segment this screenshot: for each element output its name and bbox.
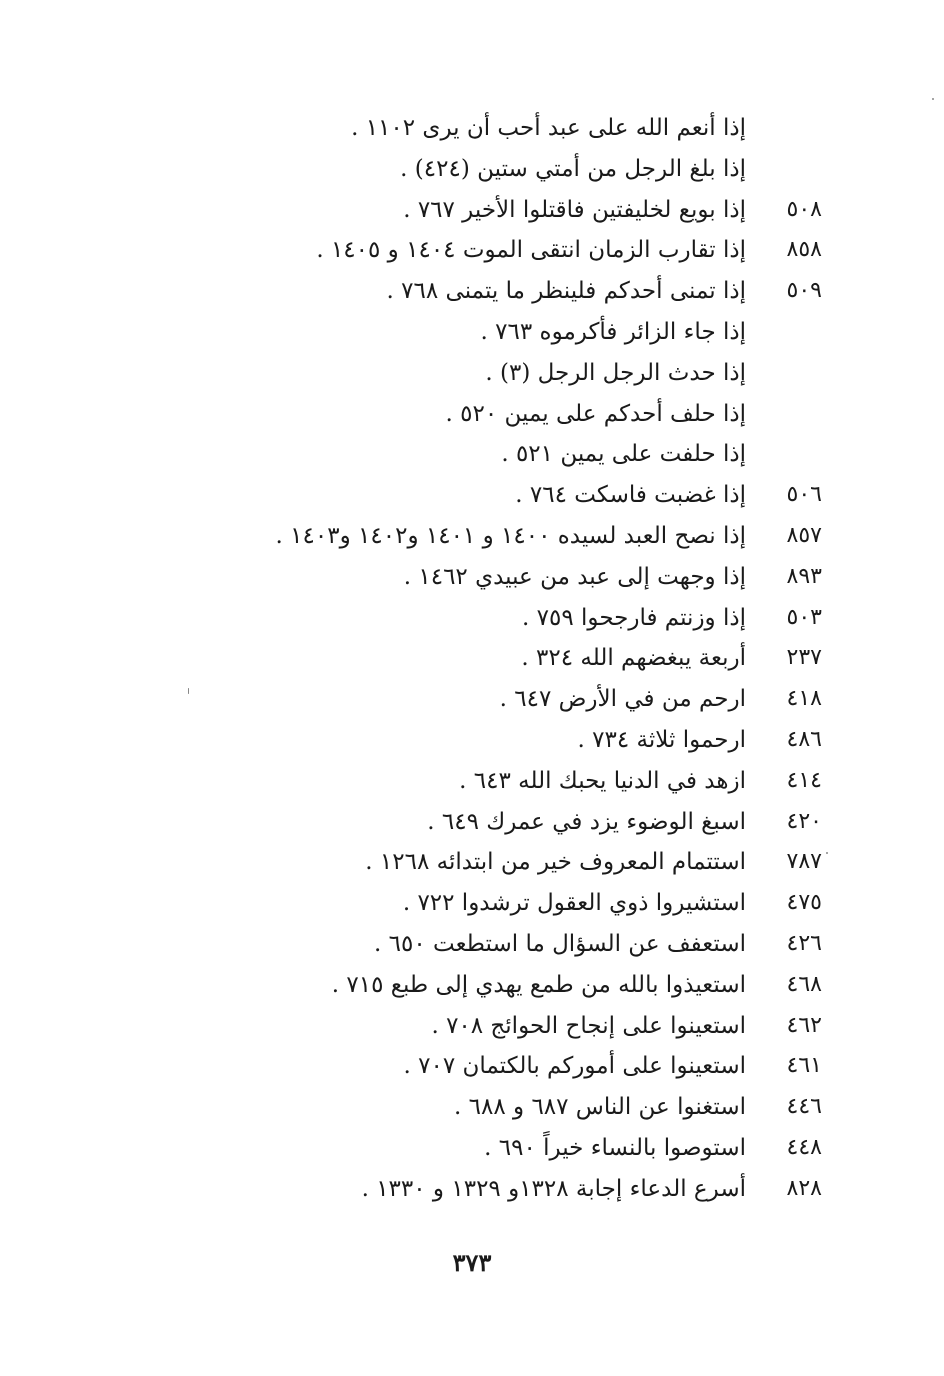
index-entry [0,720,944,761]
index-entry [0,434,944,475]
entry-text: إذا حلفت على يمين ٥٢١ . [501,441,746,468]
entry-number: ٨٥٧ [786,522,822,548]
entry-text: إذا وزنتم فارجحوا ٧٥٩ . [522,604,746,631]
index-entry [0,1128,944,1169]
entry-number: ٤٦٨ [786,971,822,997]
entry-text: إذا تقارب الزمان انتقى الموت ١٤٠٤ و ١٤٠٥ . [316,237,746,264]
index-entry [0,1169,944,1210]
entry-text: إذا وجهت إلى عبد من عبيدي ١٤٦٢ . [403,563,746,590]
entry-text: أربعة يبغضهم الله ٣٢٤ . [521,645,746,672]
entry-text: استغنوا عن الناس ٦٨٧ و ٦٨٨ . [454,1094,746,1121]
scan-speck [826,852,828,854]
entry-text: استشيروا ذوي العقول ترشدوا ٧٢٢ . [402,890,746,917]
index-entry [0,353,944,394]
entry-number: ٨٥٨ [786,237,822,263]
entry-text: إذا حدث الرجل الرجل (٣) . [485,359,746,386]
entry-number: ٤٤٦ [786,1094,822,1120]
entry-text: استوصوا بالنساء خيراً ٦٩٠ . [484,1134,746,1161]
entry-number: ٥٠٣ [786,604,822,630]
entry-number: ٤٢٦ [786,930,822,956]
entry-number: ٤١٤ [786,767,822,793]
entry-number: ٨٢٨ [786,1175,822,1201]
index-entry [0,1006,944,1047]
entry-number: ٥٠٦ [786,482,822,508]
entry-number: ٥٠٨ [786,196,822,222]
entry-text: ارحم من في الأرض ٦٤٧ . [499,686,746,713]
entry-text: إذا بلغ الرجل من أمتي ستين (٤٢٤) . [400,155,746,182]
index-entry [0,190,944,231]
entry-text: إذا نصح العبد لسيده ١٤٠٠ و ١٤٠١ و١٤٠٢ و١٤٠٣ . [275,522,746,549]
entry-number: ٤٦١ [786,1053,822,1079]
index-entry [0,638,944,679]
entry-text: إذا غضبت فاسكت ٧٦٤ . [515,482,746,509]
index-entry [0,108,944,149]
entry-text: استعينوا على أموركم بالكتمان ٧٠٧ . [403,1053,746,1080]
index-entry [0,1087,944,1128]
index-entry [0,516,944,557]
scan-speck [188,688,189,694]
index-entry [0,761,944,802]
index-entry [0,924,944,965]
index-entry [0,965,944,1006]
index-entry [0,802,944,843]
index-entry [0,230,944,271]
entry-text: ازهد في الدنيا يحبك الله ٦٤٣ . [459,767,746,794]
entry-text: إذا تمنى أحدكم فلينظر ما يتمنى ٧٦٨ . [386,278,746,305]
index-entry [0,679,944,720]
entry-text: إذا أنعم الله على عبد أحب أن يرى ١١٠٢ . [351,115,746,141]
entry-text: أسرع الدعاء إجابة ١٣٢٨و ١٣٢٩ و ١٣٣٠ . [361,1175,746,1202]
entry-text: استعينوا على إنجاح الحوائج ٧٠٨ . [431,1012,746,1039]
entry-text: اسبغ الوضوء يزد في عمرك ٦٤٩ . [427,808,746,835]
entry-text: استتمام المعروف خير من ابتدائه ١٢٦٨ . [365,849,746,876]
page-number: ٣٧٣ [452,1248,492,1277]
entry-text: إذا جاء الزائر فأكرموه ٧٦٣ . [480,318,746,345]
entry-number: ٨٩٣ [786,563,822,589]
index-entry [0,842,944,883]
index-entries [0,108,944,1210]
entry-number: ٤١٨ [786,686,822,712]
entry-number: ٤٢٠ [786,808,822,834]
index-entry [0,598,944,639]
index-entry [0,149,944,190]
entry-number: ٥٠٩ [786,278,822,304]
entry-number: ٤٤٨ [786,1134,822,1160]
entry-number: ٤٨٦ [786,726,822,752]
entry-text: استعيذوا بالله من طمع يهدي إلى طبع ٧١٥ . [331,971,746,998]
index-entry [0,394,944,435]
index-entry [0,557,944,598]
index-entry [0,883,944,924]
entry-number: ٧٨٧ [786,849,822,875]
index-entry [0,312,944,353]
index-entry [0,1046,944,1087]
index-entry [0,271,944,312]
entry-number: ٤٧٥ [786,890,822,916]
entry-text: ارحموا ثلاثة ٧٣٤ . [577,726,746,753]
entry-text: استعفف عن السؤال ما استطعت ٦٥٠ . [374,930,746,957]
scan-speck [932,98,934,100]
entry-text: إذا بويع لخليفتين فاقتلوا الأخير ٧٦٧ . [403,196,746,223]
index-entry [0,475,944,516]
entry-number: ٢٣٧ [786,645,822,671]
entry-number: ٤٦٢ [786,1012,822,1038]
entry-text: إذا حلف أحدكم على يمين ٥٢٠ . [445,400,746,427]
